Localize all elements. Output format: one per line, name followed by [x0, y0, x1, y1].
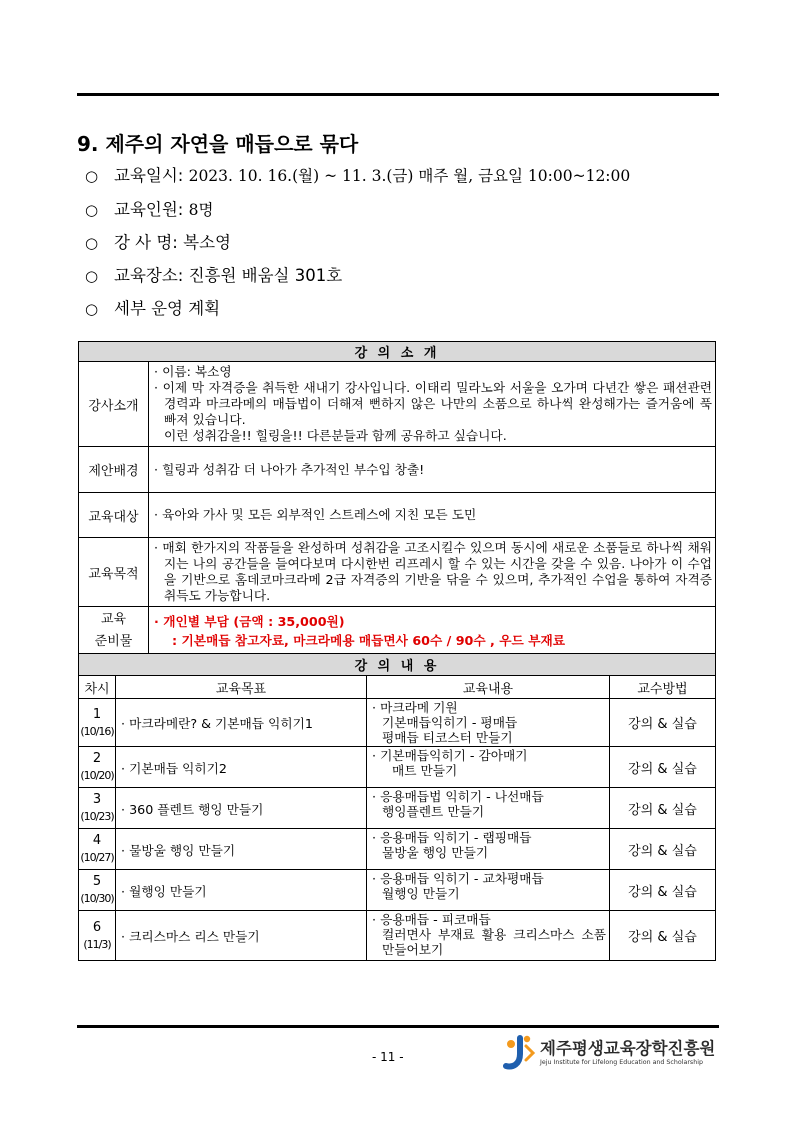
- circle-bullet-icon: ○: [85, 300, 99, 318]
- table-row: [79, 870, 716, 911]
- info-value: 복소영: [183, 233, 231, 252]
- table-row: [79, 911, 716, 961]
- session-goal: · 월행잉 만들기: [116, 870, 367, 911]
- session-method: 강의 & 실습: [610, 747, 716, 788]
- top-rule: [77, 93, 719, 96]
- info-item-plan: ○ 세부 운영 계획: [85, 299, 221, 318]
- col-header: 교육목표: [116, 676, 367, 699]
- session-goal: · 크리스마스 리스 만들기: [116, 911, 367, 961]
- table-row: [79, 829, 716, 870]
- info-item-place: ○ 교육장소: 진흥원 배움실 301호: [85, 266, 343, 285]
- info-value: 8명: [188, 201, 214, 219]
- session-no: 4 (10/27): [79, 829, 116, 870]
- row-content: · 매회 한가지의 작품들을 완성하며 성취감을 고조시킬수 있으며 동시에 새로운 소품들로 하나씩 채워지는 나의 공간들을 들여다보며 다시한번 리프레시 할 수 있는 시간을 갖을 수 있음. 나아가 이 수업을 기반으로 홈데코마크라메 2급 자격증의 기반을 닦을 수 있으며, 추가적인 수업을 통하여 자격증 취득도 가능합니다.: [149, 538, 716, 607]
- row-content: · 힐링과 성취감 더 나아가 추가적인 부수입 창출!: [149, 447, 716, 493]
- table-row: [79, 788, 716, 829]
- session-no: 2 (10/20): [79, 747, 116, 788]
- info-item-headcount: ○ 교육인원: 8명: [85, 200, 214, 219]
- row-content: · 육아와 가사 및 모든 외부적인 스트레스에 지친 모든 도민: [149, 493, 716, 538]
- session-method: 강의 & 실습: [610, 870, 716, 911]
- lessons-header: 강 의 내 용: [79, 654, 716, 676]
- session-content: · 응용매듭법 익히기 - 나선매듭 행잉플렌트 만들기: [367, 788, 610, 829]
- session-method: 강의 & 실습: [610, 829, 716, 870]
- page-number: - 11 -: [372, 1050, 404, 1064]
- session-no: 3 (10/23): [79, 788, 116, 829]
- circle-bullet-icon: ○: [85, 201, 99, 219]
- row-label: 강사소개: [79, 362, 149, 447]
- row-label: 교육 준비물: [79, 607, 149, 655]
- org-logo: [503, 1032, 718, 1072]
- row-label: 제안배경: [79, 447, 149, 493]
- info-value: 2023. 10. 16.(월) ~ 11. 3.(금) 매주 월, 금요일 10:00~12:00: [188, 167, 631, 185]
- col-header: 교육내용: [367, 676, 610, 699]
- session-goal: · 360 플렌트 행잉 만들기: [116, 788, 367, 829]
- col-header: 교수방법: [610, 676, 716, 699]
- info-item-instructor: ○ 강 사 명: 복소영: [85, 233, 231, 252]
- lessons-table: [78, 653, 716, 961]
- session-method: 강의 & 실습: [610, 911, 716, 961]
- table-row: [79, 699, 716, 747]
- org-english-name: Jeju Institute for Lifelong Education and Scholarship: [540, 1059, 703, 1066]
- materials-content: · 개인별 부담 (금액 : 35,000원) : 기본매듭 참고자료, 마크라메용 매듭면사 60수 / 90수 , 우드 부재료: [149, 607, 716, 655]
- section-title: 9. 제주의 자연을 매듭으로 묶다: [77, 132, 359, 156]
- row-label: 교육목적: [79, 538, 149, 607]
- info-value: 진흥원 배움실 301호: [188, 266, 343, 285]
- session-goal: · 마크라메란? & 기본매듭 익히기1: [116, 699, 367, 747]
- org-name: 제주평생교육장학진흥원: [540, 1039, 716, 1058]
- session-no: 6 (11/3): [79, 911, 116, 961]
- bottom-rule: [77, 1025, 719, 1028]
- session-content: · 기본매듭익히기 - 감아매기 매트 만들기: [367, 747, 610, 788]
- circle-bullet-icon: ○: [85, 267, 99, 285]
- session-content: · 응용매듭 익히기 - 교차평매듭 월행잉 만들기: [367, 870, 610, 911]
- table-row: [79, 747, 716, 788]
- col-header: 차시: [79, 676, 116, 699]
- intro-table: [78, 341, 716, 655]
- intro-header: 강 의 소 개: [79, 342, 716, 362]
- info-item-date: ○ 교육일시: 2023. 10. 16.(월) ~ 11. 3.(금) 매주 월, 금요일 10:00~12:00: [85, 166, 631, 185]
- org-logo-mark-icon: [503, 1032, 537, 1070]
- row-content: · 이름: 복소영 · 이제 막 자격증을 취득한 새내기 강사입니다. 이태리 밀라노와 서울을 오가며 다년간 쌓은 패션관련 경력과 마크라메의 매듭법이 더해져 뻔하지 않은 나만의 소품으로 하나씩 완성해가는 즐거움에 푹 빠져 있습니다. 이런 성취감을!! 힐링을!! 다른분들과 함께 공유하고 싶습니다.: [149, 362, 716, 447]
- session-goal: · 기본매듭 익히기2: [116, 747, 367, 788]
- session-content: · 응용매듭 - 피코매듭 컬러면사 부재료 활용 크리스마스 소품 만들어보기: [367, 911, 610, 961]
- circle-bullet-icon: ○: [85, 167, 99, 185]
- session-method: 강의 & 실습: [610, 788, 716, 829]
- session-goal: · 물방울 행잉 만들기: [116, 829, 367, 870]
- session-content: · 응용매듭 익히기 - 랩핑매듭 물방울 행잉 만들기: [367, 829, 610, 870]
- session-method: 강의 & 실습: [610, 699, 716, 747]
- row-label: 교육대상: [79, 493, 149, 538]
- session-no: 1 (10/16): [79, 699, 116, 747]
- session-no: 5 (10/30): [79, 870, 116, 911]
- circle-bullet-icon: ○: [85, 234, 99, 252]
- session-content: · 마크라메 기원 기본매듭익히기 - 평매듭 평매듭 티코스터 만들기: [367, 699, 610, 747]
